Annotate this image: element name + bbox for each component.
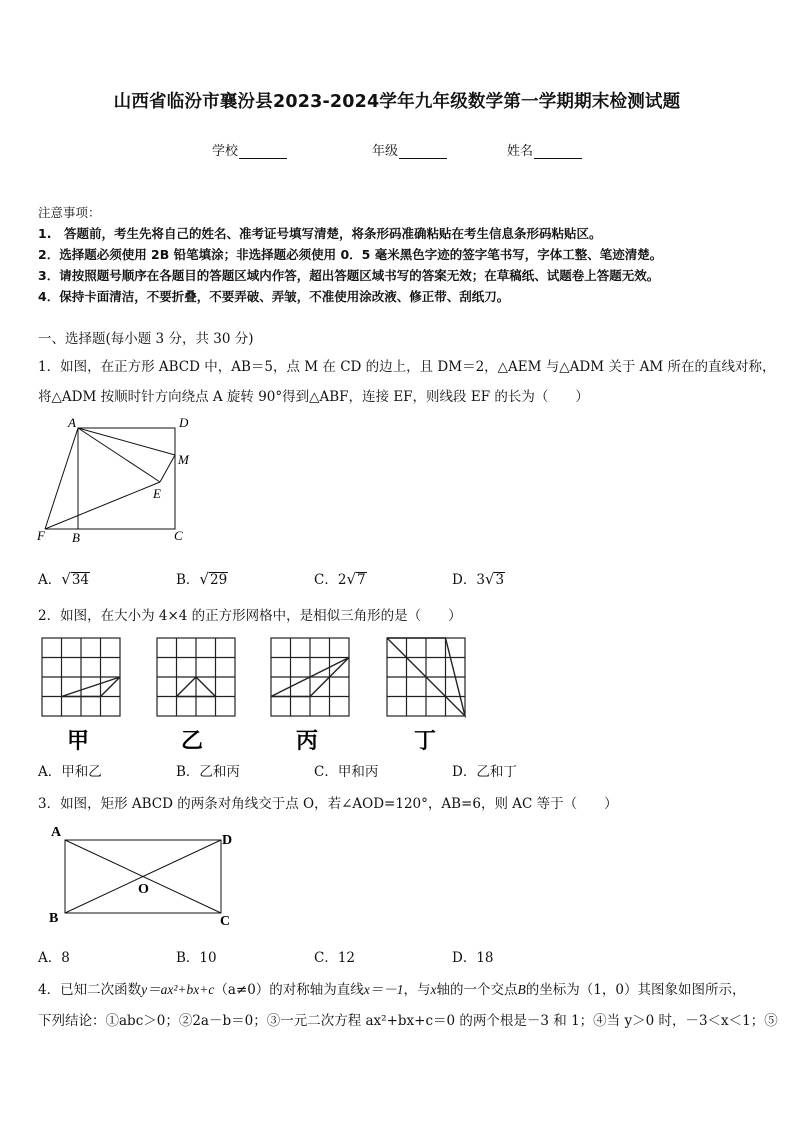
label-a: A	[68, 415, 76, 430]
label-f: F	[37, 528, 45, 543]
label-c: C	[220, 914, 231, 929]
label-o: O	[138, 882, 149, 897]
school-field[interactable]: 学校	[212, 140, 287, 159]
page-title: 山西省临汾市襄汾县2023-2024学年九年级数学第一学期期末检测试题	[113, 92, 681, 112]
q3-stem: 3．如图，矩形 ABCD 的两条对角线交于点 O，若∠AOD=120°，AB=6，则 AC 等于（ ）	[38, 796, 618, 812]
grid-bing	[271, 638, 349, 716]
label-c: C	[174, 528, 183, 543]
note-item: 4．保持卡面清洁，不要折叠，不要弄破、弄皱，不准使用涂改液、修正带、刮纸刀。	[38, 289, 510, 304]
label-b: B	[72, 530, 80, 545]
caption-yi: 乙	[181, 729, 204, 754]
note-item: 2．选择题必须使用 2B 铅笔填涂；非选择题必须使用 0．5 毫米黑色字迹的签字笔书写，字体工整、笔迹清楚。	[38, 247, 663, 262]
q3-option-b[interactable]: B．10	[176, 950, 217, 966]
label-a: A	[51, 825, 62, 840]
q1-option-c[interactable]: C．2√7	[314, 570, 366, 588]
q2-stem: 2．如图，在大小为 4×4 的正方形网格中，是相似三角形的是（ ）	[38, 608, 462, 624]
label-d: D	[222, 833, 233, 848]
grid-yi	[157, 638, 235, 716]
note-item: 3．请按照题号顺序在各题目的答题区域内作答，超出答题区域书写的答案无效；在草稿纸、试题卷上答题无效。	[38, 268, 660, 283]
segment-ae	[78, 428, 160, 482]
note-item: 1. 答题前，考生先将自己的姓名、准考证号填写清楚，将条形码准确粘贴在考生信息条形码粘贴区。	[38, 226, 602, 241]
segment-em	[160, 455, 175, 482]
q2-option-b[interactable]: B．乙和丙	[176, 764, 240, 780]
grade-field[interactable]: 年级	[372, 140, 447, 159]
q2-option-c[interactable]: C．甲和丙	[314, 764, 379, 780]
q3-option-c[interactable]: C．12	[314, 950, 356, 966]
name-field[interactable]: 姓名	[507, 140, 582, 159]
q1-option-a[interactable]: A．√34	[38, 570, 89, 588]
q4-stem-line1: 4．已知二次函数y＝ax²+bx+c（a≠0）的对称轴为直线x＝－1，与x轴的一个交点B的坐标为（1，0）其图象如图所示，	[38, 982, 746, 998]
label-d: D	[179, 415, 189, 430]
label-e: E	[153, 486, 161, 501]
segment-af	[45, 428, 78, 529]
grid-jia	[42, 638, 120, 716]
q4-stem-line2: 下列结论：①abc＞0；②2a－b＝0；③一元二次方程 ax²+bx+c＝0 的两个根是－3 和 1；④当 y＞0 时，－3＜x＜1；⑤	[38, 1013, 778, 1029]
q1-option-d[interactable]: D．3√3	[452, 570, 505, 588]
caption-bing: 丙	[296, 729, 319, 754]
section-heading: 一、选择题(每小题 3 分，共 30 分)	[38, 331, 254, 347]
square-abcd	[78, 428, 175, 529]
segment-fe	[45, 482, 160, 529]
caption-ding: 丁	[414, 729, 437, 754]
label-b: B	[49, 911, 59, 926]
q3-option-a[interactable]: A．8	[38, 950, 70, 966]
q2-option-d[interactable]: D．乙和丁	[452, 764, 517, 780]
q1-option-b[interactable]: B．√29	[176, 570, 228, 588]
q1-stem-line1: 1．如图，在正方形 ABCD 中，AB＝5，点 M 在 CD 的边上，且 DM＝2，△AEM 与△ADM 关于 AM 所在的直线对称，	[38, 359, 776, 375]
q2-option-a[interactable]: A．甲和乙	[38, 764, 102, 780]
label-m: M	[178, 452, 189, 467]
q1-stem-line2: 将△ADM 按顺时针方向绕点 A 旋转 90°得到△ABF，连接 EF，则线段 EF 的长为（ ）	[38, 389, 589, 405]
q2-grids	[40, 636, 480, 756]
segment-am	[78, 428, 175, 455]
notes-heading: 注意事项：	[38, 205, 101, 220]
grid-ding	[387, 638, 465, 716]
q1-figure	[34, 412, 204, 547]
q3-option-d[interactable]: D．18	[452, 950, 494, 966]
q3-figure	[44, 822, 244, 930]
caption-jia: 甲	[67, 729, 90, 754]
